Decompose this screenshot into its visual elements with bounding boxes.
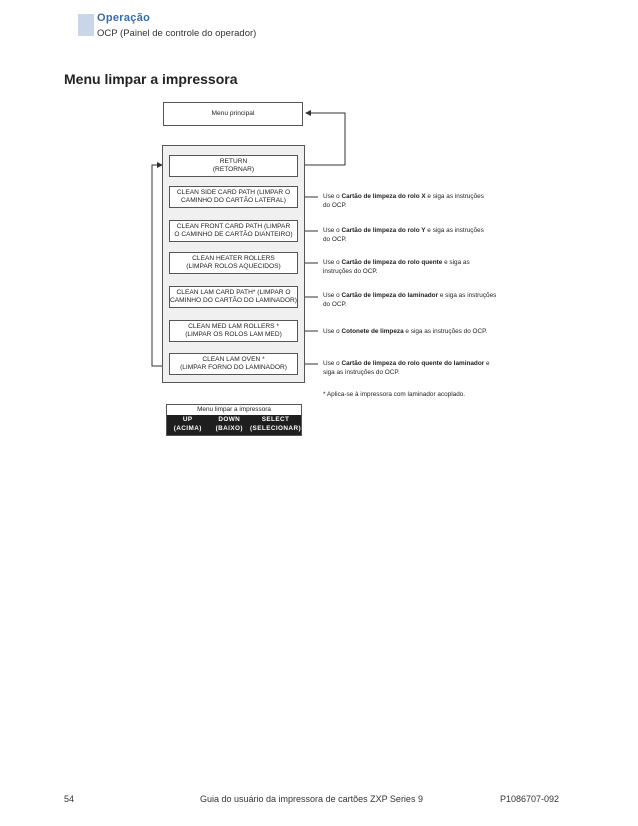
menu-item-clean-front-card-path xyxy=(169,220,298,242)
instruction-lam-card-path: Use o Cartão de limpeza do laminador e siga as instruções do OCP. xyxy=(323,292,497,308)
ocp-display xyxy=(166,404,302,436)
menu-item-line: RETURN xyxy=(219,157,248,165)
main-menu-box xyxy=(163,102,303,126)
menu-item-line: CLEAN HEATER ROLLERS xyxy=(192,254,275,262)
menu-item-line: CLEAN MED LAM ROLLERS * xyxy=(188,322,279,330)
menu-item-clean-lam-oven xyxy=(169,353,298,375)
instruction-side-card-path: Use o Cartão de limpeza do rolo X e siga as instruções do OCP. xyxy=(323,193,484,209)
menu-item-return xyxy=(169,155,298,177)
menu-item-line: (LIMPAR ROLOS AQUECIDOS) xyxy=(186,263,281,270)
menu-item-line: (RETORNAR) xyxy=(212,166,255,173)
guide-title: Guia do usuário da impressora de cartões ZXP Series 9 xyxy=(200,794,423,804)
menu-item-line: CAMINHO DO CARTÃO DO LAMINADOR) xyxy=(170,297,298,304)
instruction-lam-oven: Use o Cartão de limpeza do rolo quente do laminador e siga as instruções do OCP. xyxy=(323,360,490,376)
menu-item-clean-side-card-path xyxy=(169,186,298,208)
menu-item-line: CLEAN SIDE CARD PATH (LIMPAR O xyxy=(176,188,291,196)
menu-item-line: CLEAN LAM CARD PATH* (LIMPAR O xyxy=(176,288,291,296)
menu-item-line: (LIMPAR FORNO DO LAMINADOR) xyxy=(180,364,287,371)
menu-item-clean-lam-card-path xyxy=(169,286,298,308)
instruction-heater-rollers: Use o Cartão de limpeza do rolo quente e siga as instruções do OCP. xyxy=(323,259,470,275)
section-subtitle: OCP (Painel de controle do operador) xyxy=(97,28,257,39)
ocp-key-select: SELECT (SELECIONAR) xyxy=(250,416,301,432)
menu-item-line: (LIMPAR OS ROLOS LAM MED) xyxy=(185,331,282,338)
section-title: Operação xyxy=(97,12,151,24)
menu-item-line: CAMINHO DO CARTÃO LATERAL) xyxy=(181,197,286,204)
instruction-front-card-path: Use o Cartão de limpeza do rolo Y e siga as instruções do OCP. xyxy=(323,227,484,243)
menu-item-line: O CAMINHO DE CARTÃO DIANTEIRO) xyxy=(174,231,293,238)
ocp-key-up: UP (ACIMA) xyxy=(173,416,202,432)
document-number: P1086707-092 xyxy=(500,794,560,804)
page-number: 54 xyxy=(64,794,75,804)
footnote: * Aplica-se à impressora com laminador acoplado. xyxy=(323,391,466,398)
menu-item-line: CLEAN FRONT CARD PATH (LIMPAR xyxy=(176,222,291,230)
menu-item-line: CLEAN LAM OVEN * xyxy=(202,355,265,363)
instruction-med-lam-rollers: Use o Cotonete de limpeza e siga as instruções do OCP. xyxy=(323,328,488,335)
ocp-display-title: Menu limpar a impressora xyxy=(197,406,271,413)
ocp-soft-keys xyxy=(167,415,301,435)
ocp-key-down: DOWN (BAIXO) xyxy=(215,416,243,432)
menu-item-clean-heater-rollers xyxy=(169,252,298,274)
page-title: Menu limpar a impressora xyxy=(64,71,238,87)
main-menu-label: Menu principal xyxy=(211,109,255,117)
menu-item-clean-med-lam-rollers xyxy=(169,320,298,342)
